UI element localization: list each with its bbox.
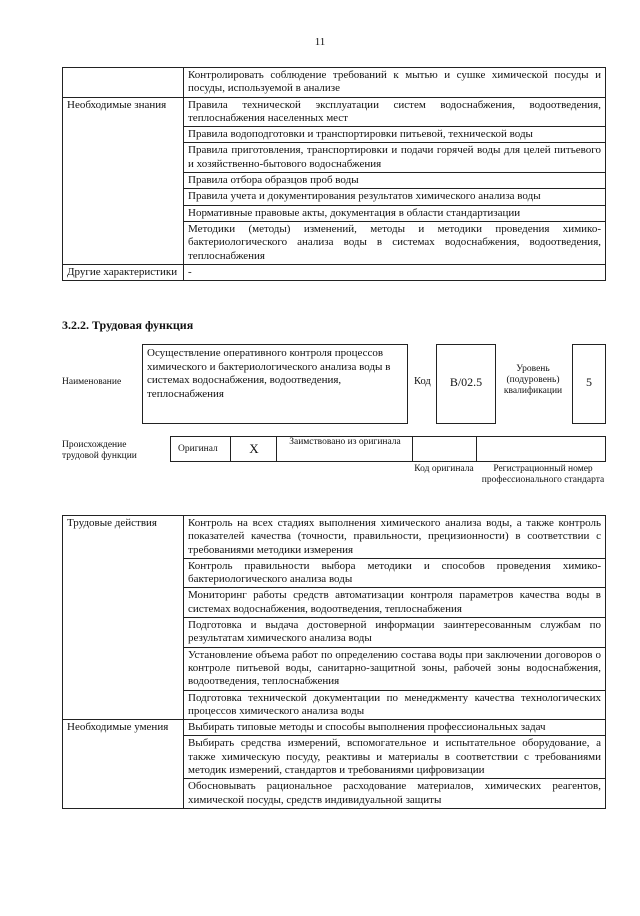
table-cell: Правила технической эксплуатации систем водоснабжения, водоотведения, теплоснабжения населенных мест [184, 97, 606, 127]
table-cell: Правила отбора образцов проб воды [184, 173, 606, 189]
section-heading: 3.2.2. Трудовая функция [62, 318, 194, 332]
table-cell: Подготовка технической документации по менеджменту качества технологических процессов химического анализа воды [184, 690, 606, 720]
table-cell: Выбирать типовые методы и способы выполнения профессиональных задач [184, 720, 606, 736]
actions-table [62, 515, 606, 809]
level-value: 5 [586, 375, 592, 389]
function-name-box [142, 344, 408, 424]
table-cell: Подготовка и выдача достоверной информации заинтересованным службам по результатам химического анализа воды [184, 618, 606, 648]
origin-divider [276, 436, 278, 462]
row-label [63, 68, 184, 98]
row-label-other: Другие характеристики [63, 264, 184, 280]
row-label-actions: Трудовые действия [63, 516, 184, 720]
table-cell: Правила приготовления, транспортировки и подачи горячей воды для целей питьевого и хозяйственно-бытового водоснабжения [184, 143, 606, 173]
table-cell: Выбирать средства измерений, вспомогательное и испытательное оборудование, а также химическую посуду, реактивы и материалы в соответствии с требованиями методик измерений, стандартов и требованиями цифровизации [184, 736, 606, 779]
original-mark: X [249, 441, 259, 456]
table-cell: Правила учета и документирования результатов химического анализа воды [184, 189, 606, 205]
knowledge-table [62, 67, 606, 281]
table-cell: Контроль на всех стадиях выполнения химического анализа воды, а также контроль показателей качества (точности, правильности, прецизионности) в соответствии с требованиями методики измерения [184, 516, 606, 559]
row-label-knowledge: Необходимые знания [63, 97, 184, 264]
name-label: Наименование [62, 377, 122, 387]
table-cell: Контроль правильности выбора методики и способов проведения химико-бактериологического анализа воды [184, 558, 606, 588]
level-label: Уровень (подуровень) квалификации [503, 364, 563, 396]
table-cell: Мониторинг работы средств автоматизации контроля параметров качества воды в системах водоснабжения, водоотведения, теплоснабжения [184, 588, 606, 618]
table-cell: - [184, 264, 606, 280]
code-label: Код [414, 376, 431, 387]
page-number: 11 [314, 36, 326, 48]
borrowed-label: Заимствовано из оригинала [289, 437, 401, 447]
origin-divider [412, 436, 414, 462]
origin-label: Происхождение трудовой функции [62, 440, 137, 461]
original-label: Оригинал [178, 444, 218, 454]
row-label-skills: Необходимые умения [63, 720, 184, 809]
code-box [436, 344, 496, 424]
function-name: Осуществление оперативного контроля процессов химического и бактериологического анализа воды в системах водоснабжения, водоотведения, теплоснабжения [147, 347, 391, 400]
reg-number-caption: Регистрационный номер профессионального стандарта [481, 464, 605, 485]
code-value: B/02.5 [449, 375, 483, 389]
table-cell: Контролировать соблюдение требований к мытью и сушке химической посуды и посуды, используемой в анализе [184, 68, 606, 98]
code-original-caption: Код оригинала [414, 464, 474, 474]
table-cell: Правила водоподготовки и транспортировки питьевой, технической воды [184, 127, 606, 143]
table-cell: Нормативные правовые акты, документация в области стандартизации [184, 205, 606, 221]
level-box [572, 344, 606, 424]
table-cell: Методики (методы) изменений, методы и методики проведения химико-бактериологического анализа воды в системах водоснабжения, водоотведения, теплоснабжения [184, 221, 606, 264]
table-cell: Обосновывать рациональное расходование материалов, химических реагентов, химической посуды, средств индивидуальной защиты [184, 779, 606, 809]
table-cell: Установление объема работ по определению состава воды при заключении договоров о контроле питьевой воды, санитарно-защитной зоны, рабочей зоны водоснабжения, водоотведения, теплоснабжения [184, 647, 606, 690]
origin-divider [476, 436, 478, 462]
